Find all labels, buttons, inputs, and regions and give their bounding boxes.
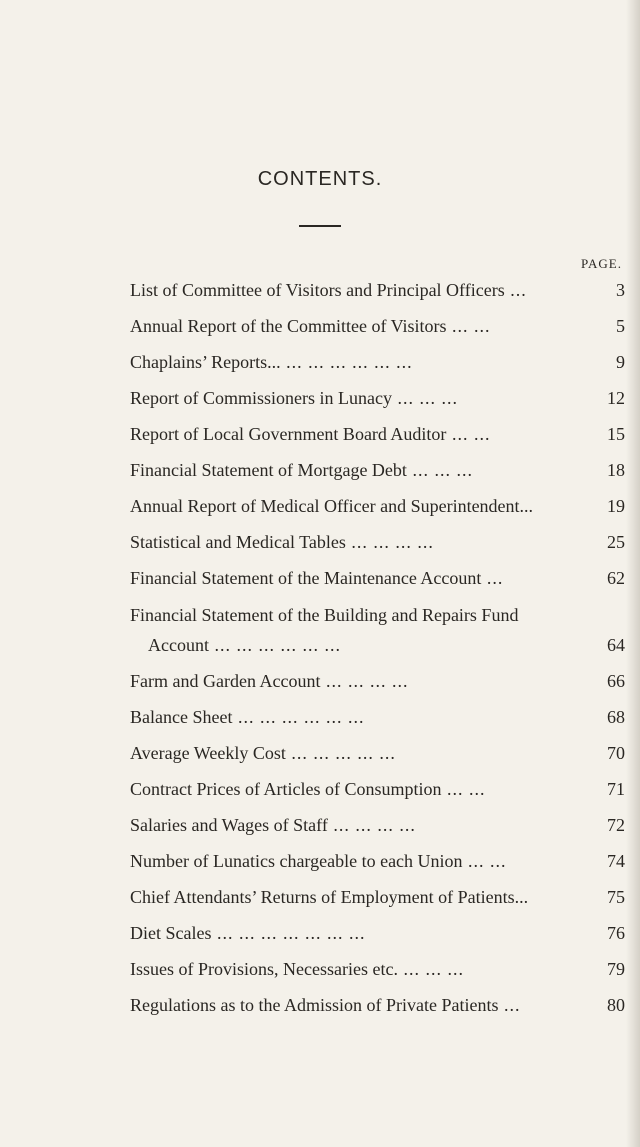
page-column-header: PAGE. (580, 256, 622, 271)
toc-leader-dots: ... ... (462, 851, 507, 871)
toc-entry (130, 460, 625, 481)
toc-entry-text: Regulations as to the Admission of Private Patients (130, 995, 499, 1015)
toc-entry-text: Contract Prices of Articles of Consumption (130, 779, 442, 799)
toc-entry (130, 815, 625, 836)
toc-page-number: 3 (616, 280, 625, 300)
toc-entry (130, 671, 625, 692)
toc-page-number: 19 (607, 496, 625, 516)
toc-entry (130, 743, 625, 764)
toc-leader-dots: ... ... ... ... ... ... (280, 352, 413, 372)
toc-entry (130, 779, 625, 800)
toc-entry (130, 424, 625, 445)
toc-leader-dots: ... (481, 568, 504, 588)
page-title: CONTENTS. (257, 168, 383, 190)
toc-leader-dots: ... (504, 280, 527, 300)
toc-page-number: 15 (607, 424, 625, 444)
toc-page-number: 25 (607, 532, 625, 552)
toc-entry (130, 995, 625, 1016)
toc-entry (130, 352, 625, 373)
toc-entry-text: Farm and Garden Account (130, 671, 321, 691)
toc-entry (130, 568, 625, 589)
toc-leader-dots: ... ... ... ... ... ... ... (211, 923, 366, 943)
toc-leader-dots: ... ... (441, 779, 486, 799)
toc-entry (130, 388, 625, 409)
toc-entry (130, 959, 625, 980)
toc-page-number: 80 (607, 995, 625, 1015)
toc-entry-text: Issues of Provisions, Necessaries etc. (130, 959, 398, 979)
toc-page-number: 9 (616, 352, 625, 372)
toc-entry-text: Average Weekly Cost (130, 743, 286, 763)
toc-page-number: 79 (607, 959, 625, 979)
toc-entry-text: Diet Scales (130, 923, 212, 943)
toc-entry-continuation (148, 635, 625, 656)
toc-leader-dots: ... ... ... ... (320, 671, 409, 691)
toc-entry (130, 707, 625, 728)
toc-page-number: 12 (607, 388, 625, 408)
toc-entry (130, 605, 625, 626)
toc-entry-text: Salaries and Wages of Staff (130, 815, 328, 835)
toc-leader-dots: ... ... ... ... ... ... (232, 707, 365, 727)
toc-entry (130, 280, 625, 301)
toc-page-number: 64 (607, 635, 625, 655)
toc-entry-text: Statistical and Medical Tables (130, 532, 346, 552)
toc-entry (130, 532, 625, 553)
toc-page-number: 71 (607, 779, 625, 799)
toc-entry-text: Account (148, 635, 209, 655)
toc-page-number: 66 (607, 671, 625, 691)
toc-page-number: 5 (616, 316, 625, 336)
toc-page-number: 75 (607, 887, 625, 907)
toc-page-number: 18 (607, 460, 625, 480)
toc-entry-text: Financial Statement of the Building and Repairs Fund (130, 605, 519, 625)
toc-page-number: 72 (607, 815, 625, 835)
toc-entry (130, 851, 625, 872)
title-rule (299, 225, 341, 227)
toc-entry (130, 496, 625, 517)
toc-entry-text: Annual Report of the Committee of Visitors (130, 316, 447, 336)
toc-leader-dots: ... ... ... (406, 460, 473, 480)
toc-entry-text: Report of Commissioners in Lunacy (130, 388, 392, 408)
toc-entry-text: Number of Lunatics chargeable to each Union (130, 851, 463, 871)
toc-page-number: 74 (607, 851, 625, 871)
toc-leader-dots: ... ... (446, 424, 491, 444)
toc-entry-text: Balance Sheet (130, 707, 233, 727)
toc-entry-text: Financial Statement of Mortgage Debt (130, 460, 407, 480)
toc-leader-dots: ... ... ... (397, 959, 464, 979)
toc-leader-dots: ... ... ... ... (327, 815, 416, 835)
toc-entry (130, 316, 625, 337)
toc-entry (130, 887, 625, 908)
toc-entry-text: Chaplains’ Reports... (130, 352, 281, 372)
toc-leader-dots: ... ... ... (391, 388, 458, 408)
toc-leader-dots: ... ... ... ... ... ... (208, 635, 341, 655)
toc-leader-dots: ... ... ... ... (345, 532, 434, 552)
toc-page-number: 68 (607, 707, 625, 727)
toc-leader-dots: ... ... ... ... ... (285, 743, 396, 763)
toc-entry-text: Chief Attendants’ Returns of Employment of Patients... (130, 887, 529, 907)
toc-entry (130, 923, 625, 944)
toc-leader-dots: ... (498, 995, 521, 1015)
toc-page-number: 76 (607, 923, 625, 943)
toc-page-number: 62 (607, 568, 625, 588)
toc-leader-dots: ... ... (446, 316, 491, 336)
toc-entry-text: List of Committee of Visitors and Principal Officers (130, 280, 505, 300)
toc-page-number: 70 (607, 743, 625, 763)
toc-entry-text: Report of Local Government Board Auditor (130, 424, 447, 444)
toc-entry-text: Annual Report of Medical Officer and Superintendent... (130, 496, 534, 516)
toc-entry-text: Financial Statement of the Maintenance Account (130, 568, 482, 588)
